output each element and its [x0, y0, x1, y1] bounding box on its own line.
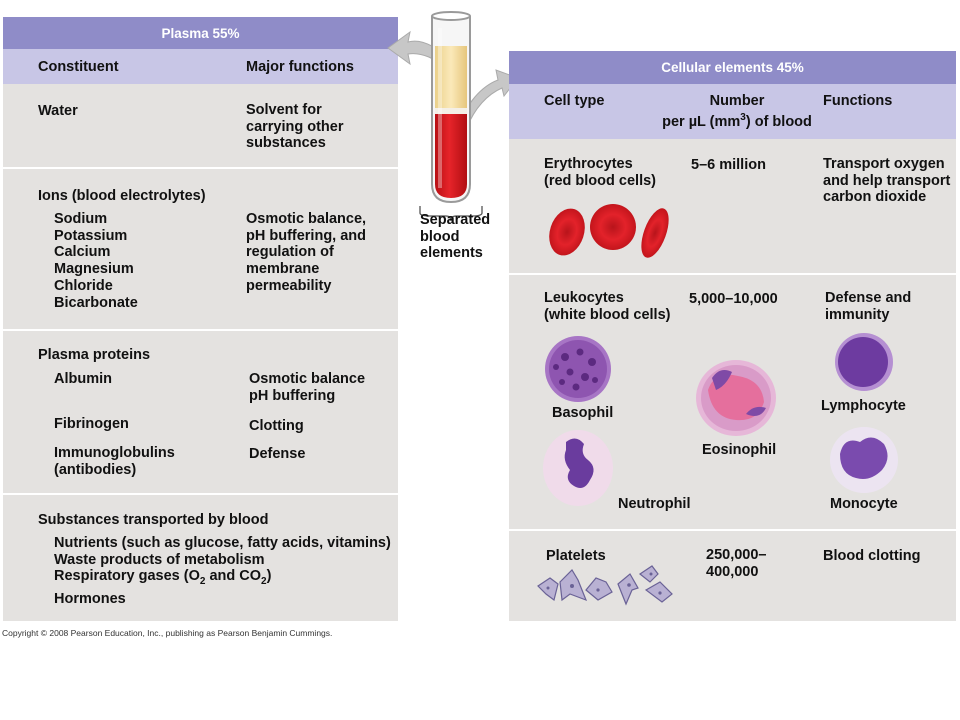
gases-sub-o2: 2	[199, 576, 206, 588]
col-number-suffix: ) of blood	[745, 113, 812, 130]
fibrinogen-label: Fibrinogen	[54, 416, 129, 432]
transported-item-gases	[54, 568, 391, 591]
copyright: Copyright © 2008 Pearson Education, Inc., publishing as Pearson Benjamin Cummings.	[2, 628, 333, 638]
white-blood-cells-illustration	[540, 332, 920, 512]
row-divider	[3, 493, 398, 495]
ion-item: Calcium	[54, 244, 111, 261]
col-constituent: Constituent	[38, 59, 119, 75]
immunoglobulins-line: (antibodies)	[54, 461, 137, 478]
transported-item: Waste products of metabolism	[54, 551, 265, 568]
ion-item: Sodium	[54, 211, 108, 227]
ions-function	[246, 211, 366, 295]
immunoglobulins-function: Defense	[249, 446, 306, 462]
col-cell-type: Cell type	[544, 93, 605, 109]
mu-symbol: µ	[688, 113, 698, 130]
leukocytes-line: (white blood cells)	[544, 306, 671, 323]
col-number-middle: L (mm	[697, 113, 741, 130]
leukocytes-line: Leukocytes	[544, 290, 624, 306]
leukocytes-function	[825, 290, 911, 323]
ions-function-line: Osmotic balance,	[246, 211, 367, 227]
col-major-functions: Major functions	[246, 59, 354, 75]
erythrocytes-function-line: Transport oxygen	[823, 156, 945, 172]
water-label: Water	[38, 103, 78, 119]
erythrocytes-function-line: carbon dioxide	[823, 189, 927, 206]
cellular-header-text: Cellular elements 45%	[661, 60, 804, 75]
platelet	[640, 566, 658, 582]
eosinophil-label: Eosinophil	[702, 442, 777, 458]
ions-function-line: permeability	[246, 277, 332, 294]
cellular-header	[509, 51, 956, 84]
col-number-line2	[652, 110, 822, 130]
basophil-cell	[545, 336, 611, 402]
tube-caption-line: elements	[420, 245, 483, 261]
erythrocytes-function	[823, 156, 950, 206]
platelets-number-line: 400,000	[706, 563, 759, 580]
col-number-sup: 3	[740, 111, 746, 123]
red-blood-cells-illustration	[540, 200, 680, 266]
ion-item: Chloride	[54, 277, 113, 294]
red-blood-cell	[543, 204, 590, 260]
water-function: Solvent for carrying other substances	[246, 102, 344, 151]
red-blood-cell	[636, 205, 674, 261]
ions-title: Ions (blood electrolytes)	[38, 188, 206, 204]
erythrocytes-line: Erythrocytes	[544, 156, 633, 172]
lymphocyte-cell	[835, 333, 893, 391]
tube-caption-line: blood	[420, 228, 460, 245]
transported-list	[54, 535, 391, 608]
eosinophil-cell	[696, 360, 776, 436]
red-blood-cell	[590, 204, 636, 250]
albumin-function	[249, 371, 365, 404]
erythrocytes-label	[544, 156, 656, 189]
tube-caption-line: Separated	[420, 212, 491, 228]
col-number-prefix: per	[662, 113, 689, 130]
transported-item: Hormones	[54, 591, 126, 607]
immunoglobulins-line: Immunoglobulins	[54, 445, 175, 461]
immunoglobulins-label	[54, 445, 175, 478]
monocyte-label: Monocyte	[830, 496, 898, 512]
neutrophil-label: Neutrophil	[618, 496, 691, 512]
col-cell-functions: Functions	[823, 93, 893, 109]
albumin-label: Albumin	[54, 371, 112, 387]
albumin-function-line: Osmotic balance	[249, 371, 366, 387]
gases-sub-co2: 2	[261, 576, 267, 588]
ions-function-line: regulation of	[246, 244, 334, 261]
proteins-title: Plasma proteins	[38, 347, 151, 363]
ions-function-line: membrane	[246, 261, 320, 278]
platelet	[618, 574, 638, 604]
row-divider	[3, 329, 398, 331]
erythrocytes-function-line: and help transport	[823, 172, 951, 189]
neutrophil-cell	[543, 430, 613, 506]
ions-function-line: pH buffering, and	[246, 227, 367, 244]
gases-mid: and CO	[205, 568, 262, 585]
gases-prefix: Respiratory gases (O	[54, 568, 200, 585]
leukocytes-function-line: Defense and	[825, 290, 912, 306]
tube-caption	[420, 212, 490, 262]
col-number	[652, 93, 822, 130]
transported-title: Substances transported by blood	[38, 512, 269, 528]
row-divider	[3, 167, 398, 169]
leukocytes-label	[544, 290, 670, 323]
plasma-header-text: Plasma 55%	[161, 25, 240, 41]
ion-item: Potassium	[54, 227, 128, 244]
albumin-function-line: pH buffering	[249, 387, 336, 404]
erythrocytes-number: 5–6 million	[691, 157, 766, 173]
plasma-header	[3, 17, 398, 49]
platelets-number	[706, 547, 766, 580]
platelets-illustration	[534, 560, 679, 608]
platelets-number-line: 250,000–	[706, 547, 767, 563]
ions-list	[54, 211, 138, 311]
gases-suffix: )	[266, 568, 272, 585]
row-divider	[509, 273, 956, 275]
basophil-label: Basophil	[552, 405, 614, 421]
transported-item: Nutrients (such as glucose, fatty acids, vitamins)	[54, 535, 391, 551]
ion-item: Magnesium	[54, 261, 134, 278]
col-number-line1: Number	[709, 93, 765, 109]
leukocytes-function-line: immunity	[825, 306, 890, 323]
ion-item: Bicarbonate	[54, 294, 138, 311]
row-divider	[509, 529, 956, 531]
monocyte-cell	[830, 427, 898, 493]
platelets-label: Platelets	[546, 548, 606, 564]
leukocytes-number: 5,000–10,000	[689, 291, 778, 307]
fibrinogen-function: Clotting	[249, 418, 304, 434]
lymphocyte-label: Lymphocyte	[821, 398, 906, 414]
platelets-function: Blood clotting	[823, 548, 921, 564]
erythrocytes-line: (red blood cells)	[544, 172, 656, 189]
